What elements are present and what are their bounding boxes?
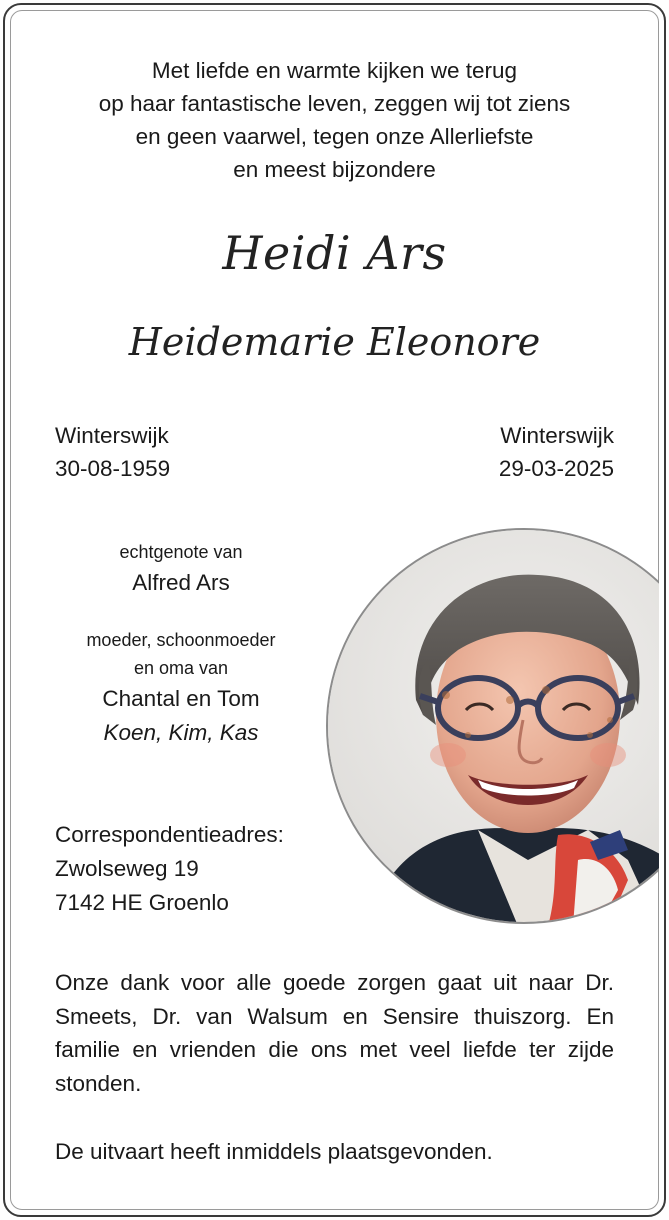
spouse-name: Alfred Ars (132, 570, 230, 595)
intro-line: en geen vaarwel, tegen onze Allerliefste (135, 124, 534, 149)
birth-date: 30-08-1959 (55, 456, 171, 481)
correspondence-address (55, 818, 284, 920)
deceased-name: Heidi Ars (222, 226, 447, 280)
deceased-full-name: Heidemarie Eleonore (128, 320, 541, 364)
birth-place: Winterswijk (55, 423, 169, 448)
spouse-intro: echtgenote van (119, 542, 243, 562)
relations-block (40, 538, 322, 750)
birth-info (55, 419, 170, 485)
intro-line: Met liefde en warmte kijken we terug (151, 58, 518, 83)
intro-line: en meest bijzondere (233, 157, 436, 182)
death-place: Winterswijk (500, 423, 614, 448)
family-intro: moeder, schoonmoeder (86, 630, 276, 650)
intro-text (40, 54, 629, 186)
family-intro: en oma van (133, 658, 229, 678)
death-date: 29-03-2025 (498, 456, 614, 481)
address-heading: Correspondentieadres: (55, 822, 284, 847)
address-street: Zwolseweg 19 (55, 856, 199, 881)
death-info (499, 419, 614, 485)
grandchildren-names: Koen, Kim, Kas (103, 720, 259, 745)
thanks-paragraph: Onze dank voor alle goede zorgen gaat uit naar Dr. Smeets, Dr. van Walsum en Sensire thuiszorg. En familie en vrienden die ons met veel liefde ter zijde stonden. (55, 970, 614, 1096)
intro-line: op haar fantastische leven, zeggen wij tot ziens (98, 91, 571, 116)
address-city: 7142 HE Groenlo (55, 890, 229, 915)
children-names: Chantal en Tom (102, 686, 260, 711)
closing-statement: De uitvaart heeft inmiddels plaatsgevonden. (55, 1139, 493, 1164)
